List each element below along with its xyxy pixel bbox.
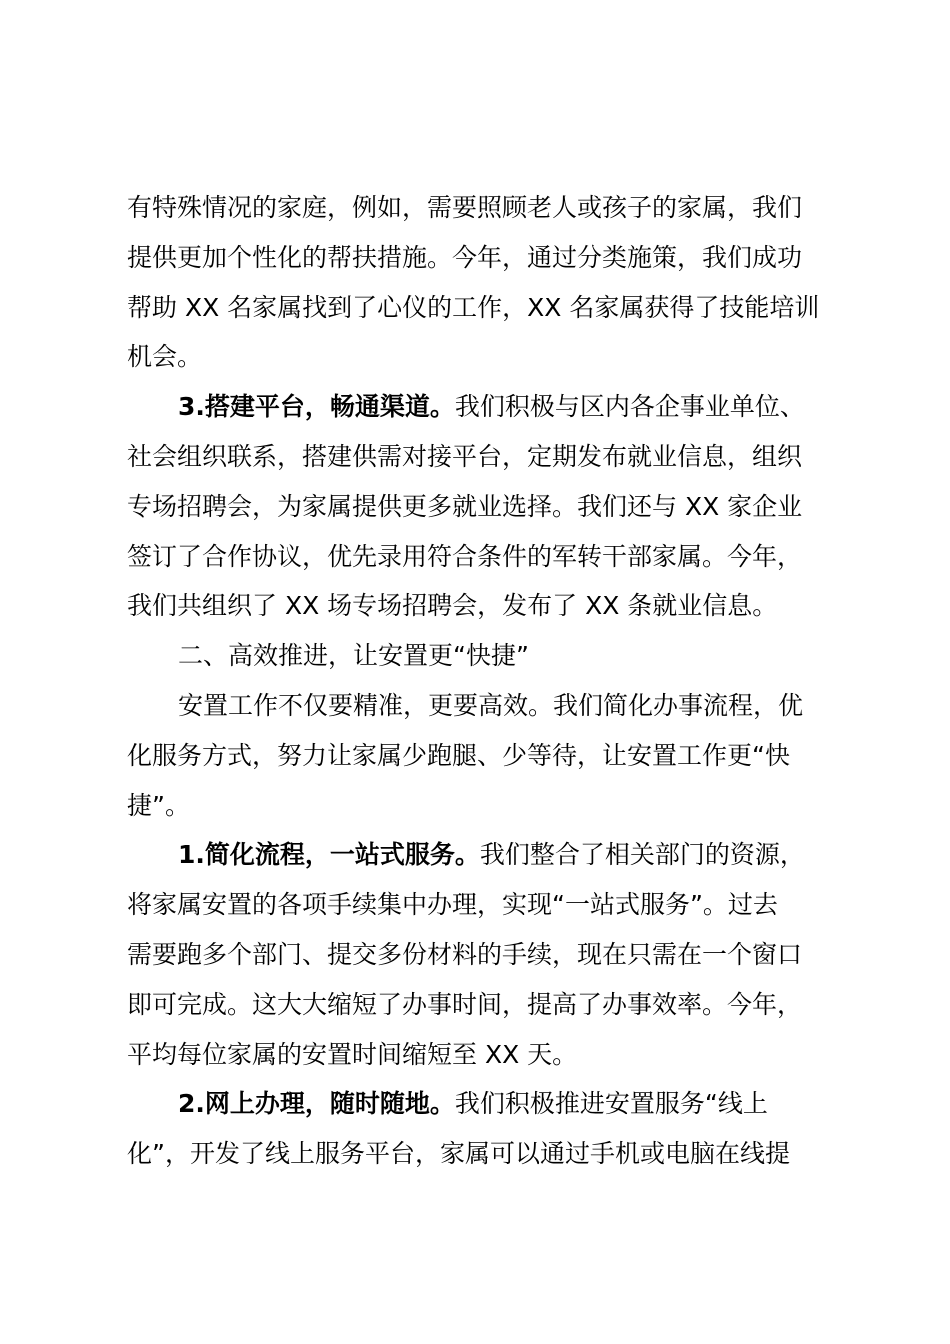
text-line: 捷”。 [127,790,190,820]
text-line: 帮助 XX 名家属找到了心仪的工作，XX 名家属获得了技能培训 [127,292,820,322]
paragraph-family-assistance [127,183,833,382]
paragraph-build-platform [127,382,833,631]
text-line: 即可完成。这大大缩短了办事时间，提高了办事效率。今年， [127,989,803,1019]
section-title: 二、高效推进，让安置更“快捷” [178,641,529,671]
text-line: 我们积极推进安置服务“线上 [454,1089,768,1119]
text-line: 我们共组织了 XX 场专场招聘会，发布了 XX 条就业信息。 [127,591,778,621]
section-heading-efficient [127,631,833,681]
text-line: 机会。 [127,342,203,372]
numbered-heading: 1.简化流程，一站式服务。 [178,840,480,870]
paragraph-efficiency-intro [127,681,833,830]
document-page [127,183,833,1179]
paragraph-online-service [127,1079,833,1179]
text-line: 化”，开发了线上服务平台，家属可以通过手机或电脑在线提 [127,1139,790,1169]
paragraph-one-stop-service [127,830,833,1079]
numbered-heading: 2.网上办理，随时随地。 [178,1089,455,1119]
text-line: 提供更加个性化的帮扶措施。今年，通过分类施策，我们成功 [127,242,803,272]
text-line: 需要跑多个部门、提交多份材料的手续，现在只需在一个窗口 [127,939,803,969]
text-line: 社会组织联系，搭建供需对接平台，定期发布就业信息，组织 [127,441,803,471]
text-line: 我们积极与区内各企事业单位、 [454,392,805,422]
text-line: 安置工作不仅要精准，更要高效。我们简化办事流程，优 [178,690,804,720]
text-line: 将家属安置的各项手续集中办理，实现“一站式服务”。过去 [127,890,778,920]
text-line: 有特殊情况的家庭，例如，需要照顾老人或孩子的家属，我们 [127,193,803,222]
text-line: 我们整合了相关部门的资源， [479,840,805,870]
text-line: 专场招聘会，为家属提供更多就业选择。我们还与 XX 家企业 [127,491,803,521]
text-line: 化服务方式，努力让家属少跑腿、少等待，让安置工作更“快 [127,740,790,770]
text-line: 平均每位家属的安置时间缩短至 XX 天。 [127,1039,578,1069]
numbered-heading: 3.搭建平台，畅通渠道。 [178,392,455,422]
text-line: 签订了合作协议，优先录用符合条件的军转干部家属。今年， [127,541,803,571]
